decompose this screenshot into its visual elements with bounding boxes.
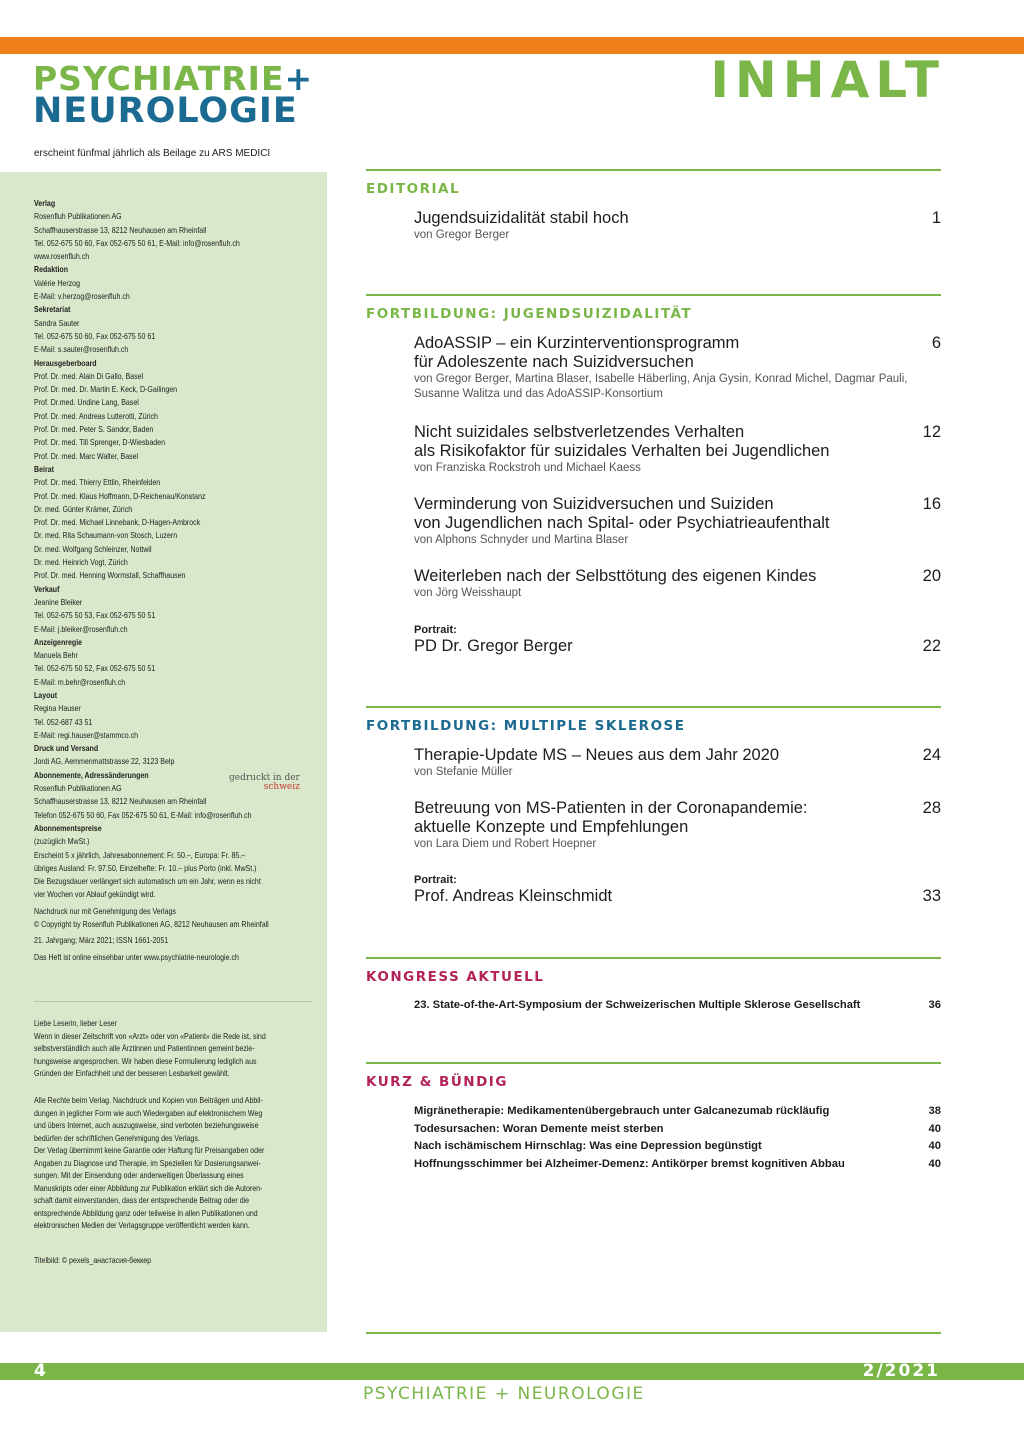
entry-author: von Jörg Weisshaupt — [414, 587, 522, 599]
entry-title: 23. State-of-the-Art-Symposium der Schweizerischen Multiple Sklerose Gesellschaft — [414, 999, 861, 1011]
page-title: INHALT — [710, 51, 945, 109]
section-heading-multiple-sklerose: FORTBILDUNG: MULTIPLE SKLEROSE — [366, 718, 686, 734]
entry-page: 1 — [931, 209, 941, 227]
imprint-line: Jeanine Bleiker — [34, 596, 83, 607]
imprint-line: Dr. med. Rita Schaumann-von Stosch, Luzern — [34, 530, 178, 541]
imprint-heading: Anzeigenregie — [34, 636, 83, 647]
note-line: elektronischen Medien der Verlagsgruppe veröffentlicht werden kann. — [34, 1220, 250, 1230]
issue-number: 2/2021 — [862, 1361, 940, 1381]
imprint-line: © Copyright by Rosenfluh Publikationen AG, 8212 Neuhausen am Rheinfall — [34, 919, 269, 930]
entry-author: von Gregor Berger, Martina Blaser, Isabelle Häberling, Anja Gysin, Konrad Michel, Dagmar Pauli, — [414, 373, 908, 385]
reader-note — [34, 1017, 311, 1080]
imprint-line: Schaffhauserstrasse 13, 8212 Neuhausen am Rheinfall — [34, 796, 207, 807]
entry-title: AdoASSIP – ein Kurzinterventionsprogramm — [414, 334, 740, 352]
entry-page: 36 — [928, 999, 941, 1011]
entry-title: Hoffnungsschimmer bei Alzheimer-Demenz: Antikörper bremst kognitiven Abbau — [414, 1157, 845, 1170]
imprint-line: Tel. 052-675 50 53, Fax 052-675 50 51 — [34, 610, 156, 621]
page-number: 4 — [34, 1361, 46, 1381]
section-heading-kongress: KONGRESS AKTUELL — [366, 969, 545, 985]
imprint-line: Prof. Dr. med. Alain Di Gallo, Basel — [34, 370, 144, 381]
imprint-line: übriges Ausland: Fr. 97.50, Einzelhefte: Fr. 10.– plus Porto (inkl. MwSt.) — [34, 862, 257, 873]
imprint-line: Valérie Herzog — [34, 277, 81, 288]
entry-author: von Alphons Schnyder und Martina Blaser — [414, 534, 629, 546]
note-line: hungsweise angesprochen. Wir haben diese Formulierung lediglich aus — [34, 1055, 257, 1066]
imprint-heading: Redaktion — [34, 264, 69, 275]
imprint-line: Prof. Dr. med. Andreas Lutterotti, Zürich — [34, 410, 158, 421]
tagline: erscheint fünfmal jährlich als Beilage zu ARS MEDICI — [34, 148, 271, 159]
note-line: und übers Internet, auch auszugsweise, sind verboten beziehungsweise — [34, 1120, 259, 1130]
toc-entry[interactable] — [414, 799, 941, 852]
toc-entry[interactable] — [414, 746, 941, 780]
entry-title: Nicht suizidales selbstverletzendes Verhalten — [414, 423, 745, 441]
note-line: dungen in jeglicher Form wie auch Wiedergaben auf elektronischem Weg — [34, 1107, 263, 1118]
imprint-line: 21. Jahrgang; März 2021; ISSN 1661-2051 — [34, 935, 169, 946]
imprint-heading: Layout — [34, 689, 58, 700]
entry-title: Jugendsuizidalität stabil hoch — [414, 209, 629, 227]
note-line: entsprechende Abbildung ganz oder teilweise in allen Publikationen und — [34, 1207, 258, 1218]
imprint-line: Regina Hauser — [34, 703, 81, 714]
entry-title: Weiterleben nach der Selbsttötung des eigenen Kindes — [414, 567, 817, 585]
section-heading-kurz-buendig: KURZ & BÜNDIG — [366, 1074, 508, 1090]
imprint-line: Jordi AG, Aemmenmattstrasse 22, 3123 Belp — [34, 756, 175, 767]
imprint-heading: Abonnemente, Adressänderungen — [34, 769, 149, 780]
journal-logo — [33, 59, 314, 131]
entry-title: Todesursachen: Woran Demente meist sterben — [414, 1122, 664, 1135]
imprint-line: E-Mail: s.sauter@rosenfluh.ch — [34, 344, 129, 355]
toc-entry[interactable] — [414, 423, 941, 476]
imprint-line: Tel. 052-675 50 60, Fax 052-675 50 61, E-Mail: info@rosenfluh.ch — [34, 237, 240, 248]
imprint-line: Prof. Dr. med. Henning Wormstall, Schaffhausen — [34, 570, 186, 581]
entry-title: PD Dr. Gregor Berger — [414, 637, 573, 655]
note-line: Angaben zu Diagnose und Therapie, im Speziellen für Dosierungsanwei- — [34, 1157, 261, 1168]
imprint-line: Prof. Dr.med. Undine Lang, Basel — [34, 397, 139, 408]
imprint-line: E-Mail: m.behr@rosenfluh.ch — [34, 676, 126, 687]
imprint-line: www.rosenfluh.ch — [34, 251, 90, 262]
entry-title: von Jugendlichen nach Spital- oder Psychiatrieaufenthalt — [414, 514, 830, 532]
rights-note — [34, 1094, 311, 1232]
entry-title: für Adoleszente nach Suizidversuchen — [414, 353, 694, 371]
toc-entry[interactable] — [414, 334, 941, 402]
toc-entry-short[interactable] — [414, 1156, 941, 1174]
entry-page: 40 — [928, 1122, 941, 1135]
entry-page: 16 — [922, 495, 941, 513]
imprint-line: Prof. Dr. med. Marc Walter, Basel — [34, 450, 139, 461]
note-line: Gründen der Einfachheit und der besseren Lesbarkeit gewählt. — [34, 1068, 230, 1078]
imprint-line: Dr. med. Wolfgang Schleinzer, Nottwil — [34, 543, 152, 554]
imprint-line: Schaffhauserstrasse 13, 8212 Neuhausen am Rheinfall — [34, 224, 207, 235]
imprint-line: Rosenfluh Publikationen AG — [34, 783, 122, 794]
imprint-line: Dr. med. Günter Krämer, Zürich — [34, 503, 133, 514]
section-rule — [366, 169, 941, 171]
entry-page: 40 — [928, 1157, 941, 1170]
entry-page: 33 — [922, 887, 941, 905]
entry-author: von Gregor Berger — [414, 229, 510, 241]
entry-page: 12 — [922, 423, 941, 441]
imprint-heading: Beirat — [34, 463, 54, 474]
section-heading-jugendsuizidalitaet: FORTBILDUNG: JUGENDSUIZIDALITÄT — [366, 306, 693, 322]
note-line: selbstverständlich auch alle Ärztinnen und Patientinnen gemeint bezie- — [34, 1043, 255, 1053]
portrait-label: Portrait: — [414, 874, 457, 886]
portrait-label: Portrait: — [414, 624, 457, 636]
entry-title: Prof. Andreas Kleinschmidt — [414, 887, 613, 905]
section-rule — [366, 957, 941, 959]
imprint-line: Prof. Dr. med. Thierry Ettlin, Rheinfelden — [34, 477, 161, 488]
note-line: Wenn in dieser Zeitschrift von «Arzt» oder von «Patient» die Rede ist, sind — [34, 1030, 266, 1041]
note-line: Manuskripts oder einer Abbildung zur Publikation erklärt sich die Autoren- — [34, 1182, 263, 1193]
imprint-line: (zuzüglich MwSt.) — [34, 836, 90, 847]
imprint-line: Manuela Behr — [34, 650, 78, 661]
entry-title: aktuelle Konzepte und Empfehlungen — [414, 818, 689, 836]
entry-title: Migränetherapie: Medikamentenübergebrauch unter Galcanezumab rückläufig — [414, 1105, 830, 1117]
imprint-line: Telefon 052-675 50 60, Fax 052-675 50 61, E-Mail: info@rosenfluh.ch — [34, 809, 252, 820]
toc-entry[interactable] — [414, 209, 941, 243]
entry-title: Therapie-Update MS – Neues aus dem Jahr 2020 — [414, 746, 780, 764]
printed-in-switzerland-stamp: gedruckt in der schweiz — [229, 773, 300, 792]
toc-entry[interactable] — [414, 495, 941, 548]
entry-title: Betreuung von MS-Patienten in der Coronapandemie: — [414, 799, 808, 817]
logo-line-1: PSYCHIATRIE+ — [33, 59, 314, 98]
imprint-heading: Sekretariat — [34, 304, 71, 315]
imprint-heading: Herausgeberboard — [34, 357, 97, 368]
imprint-line: vier Wochen vor Ablauf gekündigt wird. — [34, 889, 156, 900]
entry-title: Nach ischämischem Hirnschlag: Was eine Depression begünstigt — [414, 1140, 762, 1152]
note-line: schaft damit einverstanden, dass der entsprechende Beitrag oder die — [34, 1195, 250, 1205]
imprint-line: E-Mail: j.bleiker@rosenfluh.ch — [34, 623, 128, 634]
imprint-block — [34, 197, 311, 964]
entry-page: 28 — [922, 799, 941, 817]
entry-author: von Franziska Rockstroh und Michael Kaess — [414, 462, 641, 474]
imprint-line: Sandra Sauter — [34, 317, 80, 328]
imprint-heading: Abonnementspreise — [34, 822, 102, 833]
entry-page: 24 — [922, 746, 941, 764]
imprint-line: Prof. Dr. med. Klaus Hoffmann, D-Reichenau/Konstanz — [34, 490, 206, 501]
imprint-line: Nachdruck nur mit Genehmigung des Verlags — [34, 905, 176, 916]
imprint-line: Erscheint 5 x jährlich, Jahresabonnement: Fr. 50.–, Europa: Fr. 85.– — [34, 849, 246, 860]
imprint-line: Prof. Dr. med. Till Sprenger, D-Wiesbaden — [34, 437, 165, 448]
section-heading-editorial: EDITORIAL — [366, 181, 461, 197]
entry-page: 6 — [931, 334, 941, 352]
entry-page: 38 — [928, 1105, 941, 1117]
section-rule — [366, 706, 941, 708]
footer-brand: PSYCHIATRIE + NEUROLOGIE — [363, 1384, 645, 1404]
imprint-heading: Druck und Versand — [34, 743, 99, 754]
imprint-line: Die Bezugsdauer verlängert sich automatisch um ein Jahr, wenn es nicht — [34, 876, 261, 887]
toc-entry-short[interactable] — [414, 1121, 941, 1139]
imprint-line: E-Mail: regi.hauser@stammco.ch — [34, 729, 139, 740]
section-rule — [366, 1062, 941, 1064]
entry-author: von Lara Diem und Robert Hoepner — [414, 838, 597, 850]
entry-page: 20 — [922, 567, 941, 585]
imprint-line: Dr. med. Heinrich Vogt, Zürich — [34, 557, 128, 568]
entry-author: Susanne Walitza und das AdoASSIP-Konsortium — [414, 388, 663, 400]
imprint-line: Tel. 052-687 43 51 — [34, 716, 93, 727]
note-line: Liebe Leserin, lieber Leser — [34, 1018, 117, 1028]
imprint-heading: Verkauf — [34, 583, 60, 594]
toc-entry-short[interactable] — [414, 1103, 941, 1121]
imprint-line: E-Mail: v.herzog@rosenfluh.ch — [34, 291, 130, 302]
entry-page: 22 — [922, 637, 941, 655]
imprint-line: Prof. Dr. med. Michael Linnebank, D-Hagen-Ambrock — [34, 517, 201, 528]
section-rule — [366, 294, 941, 296]
logo-line-2: NEUROLOGIE — [33, 91, 298, 131]
imprint-line: Tel. 052-675 50 60, Fax 052-675 50 61 — [34, 330, 156, 341]
section-rule — [366, 1332, 941, 1334]
imprint-line: Das Heft ist online einsehbar unter www.psychiatrie-neurologie.ch — [34, 951, 239, 962]
cover-credit: Titelbild: © pexels_анастасия-беккер — [34, 1255, 152, 1265]
entry-title: als Risikofaktor für suizidales Verhalten bei Jugendlichen — [414, 442, 830, 460]
entry-page: 40 — [928, 1140, 941, 1152]
entry-author: von Stefanie Müller — [414, 766, 513, 778]
note-line: Der Verlag übernimmt keine Garantie oder Haftung für Preisangaben oder — [34, 1145, 265, 1155]
imprint-line: Tel. 052-675 50 52, Fax 052-675 50 51 — [34, 663, 156, 674]
note-line: bedürfen der schriftlichen Genehmigung des Verlags. — [34, 1132, 200, 1143]
imprint-heading: Verlag — [34, 198, 56, 208]
sidebar-divider — [34, 1001, 312, 1002]
entry-title: Verminderung von Suizidversuchen und Suiziden — [414, 495, 774, 513]
imprint-line: Rosenfluh Publikationen AG — [34, 211, 122, 222]
note-line: sungen. Mit der Einsendung oder anderweitigen Überlassung eines — [34, 1170, 244, 1180]
toc-entry-portrait[interactable] — [414, 873, 941, 906]
toc-entry-short[interactable] — [414, 1138, 941, 1156]
toc-entry-short[interactable] — [414, 997, 941, 1015]
toc-entry[interactable] — [414, 567, 941, 601]
note-line: Alle Rechte beim Verlag. Nachdruck und Kopien von Beiträgen und Abbil- — [34, 1095, 263, 1105]
imprint-line: Prof. Dr. med. Dr. Martin E. Keck, D-Gailingen — [34, 384, 178, 395]
imprint-line: Prof. Dr. med. Peter S. Sandor, Baden — [34, 424, 154, 435]
toc-entry-portrait[interactable] — [414, 623, 941, 656]
